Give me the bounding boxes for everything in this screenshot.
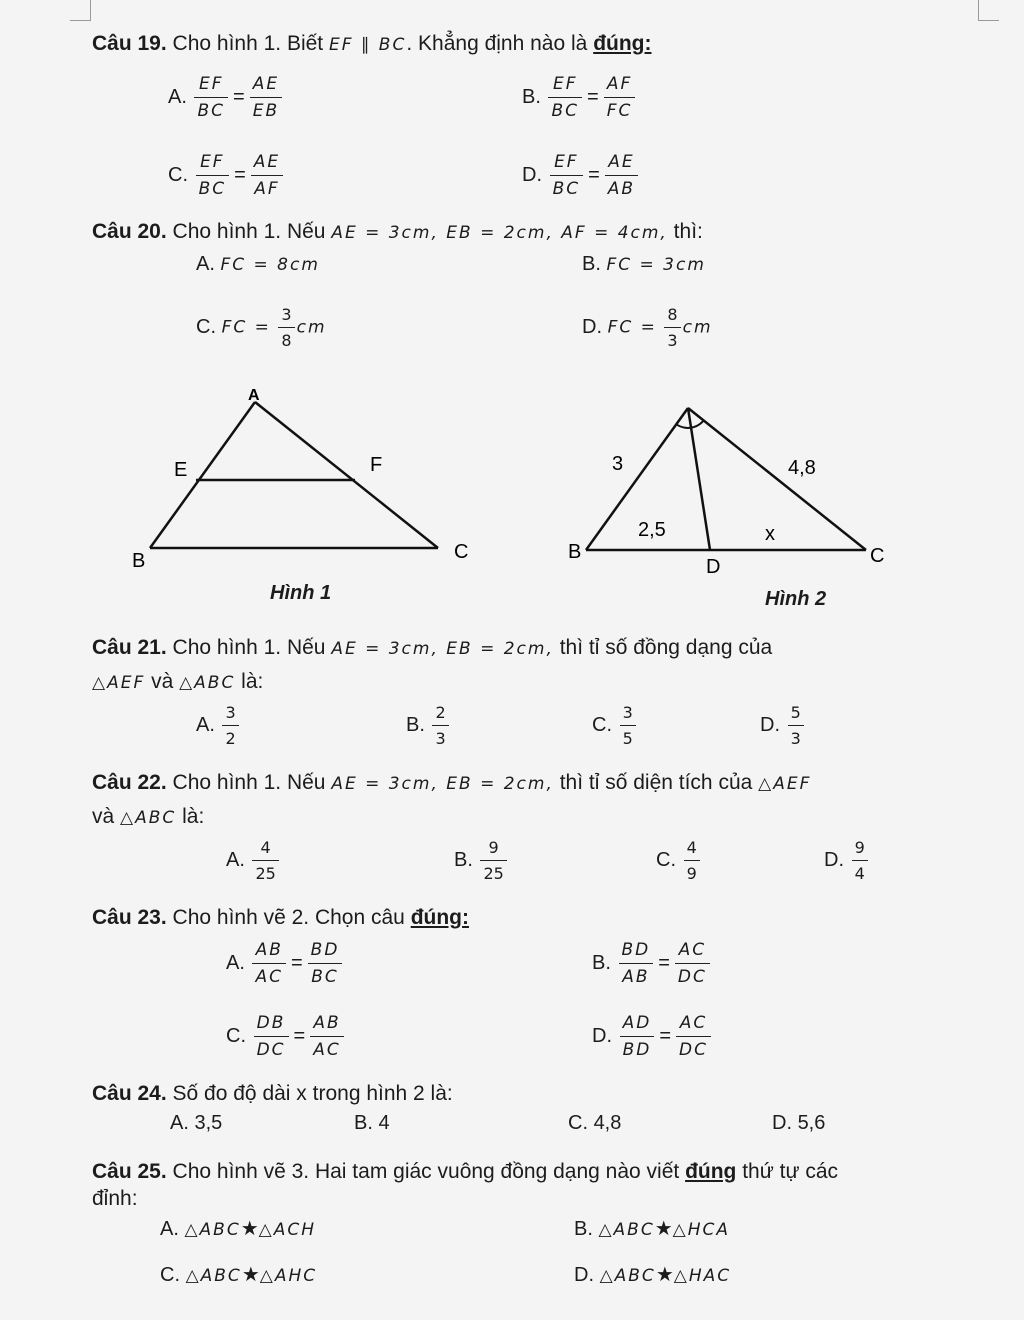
option-label: D. [592, 1025, 612, 1047]
triangle-right: △AHC [259, 1266, 318, 1286]
question-21-text: Cho hình 1. Nếu [166, 636, 332, 659]
fraction-numerator: 9 [854, 838, 865, 857]
fraction-numerator: AB [313, 1013, 341, 1033]
fig1-vertex-a: A [248, 387, 260, 404]
fig2-vertex-c: C [870, 545, 885, 567]
question-24-label: Câu 24. [92, 1082, 167, 1105]
fraction-denominator: 9 [684, 860, 700, 883]
q21-option-a[interactable] [196, 703, 241, 748]
fraction-denominator: AB [619, 963, 652, 987]
option-label: A. [196, 253, 215, 275]
fig1-vertex-f: F [370, 454, 383, 476]
q22-option-d[interactable] [824, 838, 870, 883]
option-value: 5,6 [797, 1112, 826, 1134]
q25-option-d[interactable] [574, 1262, 731, 1287]
question-20-tail: thì: [667, 220, 703, 243]
fraction-numerator: 3 [622, 703, 633, 722]
question-20-math: AE = 3cm, EB = 2cm, AF = 4cm, [331, 223, 668, 243]
figure-2 [560, 380, 900, 620]
question-25-stem [92, 1160, 838, 1184]
fraction-numerator: 4 [260, 838, 271, 857]
question-24-text: Số đo độ dài x trong hình 2 là: [166, 1082, 453, 1105]
option-label: D. [522, 164, 542, 186]
q25-option-c[interactable] [160, 1262, 317, 1287]
fraction-denominator: BC [308, 963, 342, 987]
question-22-stem [92, 771, 811, 795]
fraction-denominator: DC [675, 963, 710, 987]
triangle-left: △ABC [599, 1266, 656, 1286]
question-25-label: Câu 25. [92, 1160, 167, 1183]
question-19-label: Câu 19. [92, 32, 167, 55]
fig2-label-ab: 3 [612, 453, 624, 475]
fraction-denominator: BC [194, 97, 228, 121]
fraction-denominator: AB [605, 175, 638, 199]
q19-option-b[interactable]: B. $\frac{EF}{BC}$ = $\frac{AF}{FC}$ [522, 74, 637, 121]
fraction-denominator: AC [310, 1036, 344, 1060]
fraction-numerator: 9 [488, 838, 499, 857]
option-label: C. [592, 714, 612, 736]
question-22-triangle-1: △AEF [758, 774, 812, 794]
option-value: 4 [378, 1112, 390, 1134]
question-25-tail: thứ tự các [736, 1160, 839, 1183]
question-23-stem [92, 906, 469, 930]
option-label: C. [168, 164, 188, 186]
option-value: 4,8 [593, 1112, 622, 1134]
option-label: B. [522, 86, 541, 108]
question-25-text: Cho hình vẽ 3. Hai tam giác vuông đồng dạng nào viết [166, 1160, 686, 1183]
question-19-emphasis: đúng: [593, 32, 652, 55]
question-20-label: Câu 20. [92, 220, 167, 243]
q21-option-d[interactable] [760, 703, 806, 748]
option-label: A. [168, 86, 187, 108]
question-23-emphasis: đúng: [410, 906, 470, 929]
fraction-denominator: 3 [788, 725, 804, 748]
fig2-angle-mark-2 [694, 420, 704, 427]
fraction-denominator: 3 [664, 327, 680, 350]
option-label: A. [196, 714, 215, 736]
option-label: B. [592, 952, 611, 974]
fig1-side-ac [255, 402, 438, 548]
fig2-side-ab [586, 408, 688, 550]
question-22-text: Cho hình 1. Nếu [166, 771, 332, 794]
option-label: D. [824, 849, 844, 871]
question-21-tail: thì tỉ số đồng dạng của [553, 636, 773, 659]
option-label: D. [760, 714, 780, 736]
q21-option-b[interactable] [406, 703, 451, 748]
fraction-numerator: 5 [790, 703, 801, 722]
fraction-denominator: DC [254, 1036, 289, 1060]
fraction-denominator: 25 [480, 860, 506, 883]
fig2-label-ac: 4,8 [788, 457, 816, 479]
question-22-line2-tail: là: [176, 805, 205, 828]
fig2-vertex-b: B [568, 541, 582, 563]
question-21-stem [92, 636, 772, 660]
q25-option-a[interactable] [160, 1216, 316, 1241]
option-label: B. [354, 1112, 373, 1134]
q23-option-b[interactable]: B. $\frac{BD}{AB}$ = $\frac{AC}{DC}$ [592, 940, 712, 987]
fraction-numerator: EF [198, 74, 224, 94]
fraction-denominator: BD [620, 1036, 655, 1060]
option-value: FC = 8cm [220, 255, 320, 275]
fraction-numerator: DB [256, 1013, 286, 1033]
fraction-denominator: FC [604, 97, 636, 121]
fraction-numerator: AE [253, 152, 281, 172]
q23-option-c[interactable]: C. $\frac{DB}{DC}$ = $\frac{AB}{AC}$ [226, 1013, 346, 1060]
fraction-numerator: AD [622, 1013, 652, 1033]
fraction-denominator: BC [550, 175, 584, 199]
fraction-denominator: BC [196, 175, 230, 199]
q22-option-b[interactable] [454, 838, 509, 883]
fraction-numerator: BD [310, 940, 340, 960]
option-label: A. [160, 1218, 179, 1240]
question-22-math: AE = 3cm, EB = 2cm, [331, 774, 554, 794]
question-23-label: Câu 23. [92, 906, 167, 929]
fraction-numerator: 3 [281, 305, 292, 324]
star-icon: ★ [654, 1218, 673, 1240]
option-label: C. [656, 849, 676, 871]
q20-option-b[interactable] [582, 253, 706, 276]
fig2-bisector-ad [688, 408, 710, 550]
fraction-denominator: AF [251, 175, 282, 199]
fig1-vertex-c: C [454, 541, 469, 563]
fraction-numerator: 3 [225, 703, 236, 722]
option-value: FC = 3cm [606, 255, 706, 275]
fraction-numerator: AB [255, 940, 283, 960]
question-21-math: AE = 3cm, EB = 2cm, [331, 639, 554, 659]
triangle-right: △ACH [258, 1220, 317, 1240]
option-value: 3,5 [194, 1112, 223, 1134]
option-label: D. [574, 1264, 594, 1286]
question-22-connector: và [92, 805, 121, 828]
fraction-denominator: BC [548, 97, 582, 121]
fraction-denominator: 4 [852, 860, 868, 883]
figure-1-caption: Hình 1 [270, 582, 332, 604]
question-19-text: Cho hình 1. Biết [166, 32, 329, 55]
option-label: B. [406, 714, 425, 736]
question-21-triangle-1: △AEF [92, 673, 146, 693]
q19-option-d[interactable]: D. $\frac{EF}{BC}$ = $\frac{AE}{AB}$ [522, 152, 640, 199]
question-19-stem [92, 32, 652, 56]
q21-option-c[interactable] [592, 703, 638, 748]
q20-option-d[interactable] [582, 305, 713, 350]
q24-option-c[interactable] [568, 1112, 621, 1135]
question-22-triangle-2: △ABC [120, 808, 177, 828]
page-corner-mark [70, 0, 91, 21]
option-label: D. [582, 316, 602, 338]
fig2-label-dc: x [765, 523, 775, 545]
option-label: C. [196, 316, 216, 338]
page-corner-mark [978, 0, 999, 21]
option-label: D. [772, 1112, 792, 1134]
q24-option-d[interactable] [772, 1112, 825, 1135]
fraction-numerator: 2 [435, 703, 446, 722]
question-20-text: Cho hình 1. Nếu [166, 220, 332, 243]
fraction-numerator: AC [679, 1013, 708, 1033]
fraction-numerator: EF [552, 74, 578, 94]
option-label: A. [226, 849, 245, 871]
option-label: A. [226, 952, 245, 974]
q23-option-a[interactable]: A. $\frac{AB}{AC}$ = $\frac{BD}{BC}$ [226, 940, 344, 987]
star-icon: ★ [241, 1264, 260, 1286]
option-unit: cm [682, 317, 713, 338]
fraction-numerator: AC [678, 940, 707, 960]
q19-option-c[interactable]: C. $\frac{EF}{BC}$ = $\frac{AE}{AF}$ [168, 152, 285, 199]
option-label: C. [226, 1025, 246, 1047]
figure-2-caption: Hình 2 [765, 588, 827, 610]
q25-option-b[interactable] [574, 1216, 730, 1241]
fig2-label-bd: 2,5 [638, 519, 666, 541]
question-21-triangle-2: △ABC [179, 673, 236, 693]
question-19-math: EF ∥ BC [328, 35, 407, 55]
fig1-vertex-b: B [132, 550, 146, 572]
triangle-left: △ABC [185, 1266, 242, 1286]
q24-option-b[interactable] [354, 1112, 390, 1135]
fraction-numerator: 8 [667, 305, 678, 324]
question-22-stem-line2 [92, 805, 204, 829]
triangle-left: △ABC [598, 1220, 655, 1240]
fraction-numerator: AE [252, 74, 280, 94]
option-label: C. [160, 1264, 180, 1286]
fraction-numerator: AF [606, 74, 633, 94]
fraction-numerator: EF [200, 152, 225, 172]
option-label: B. [574, 1218, 593, 1240]
q20-option-a[interactable] [196, 253, 320, 276]
fraction-denominator: EB [250, 97, 282, 121]
option-prefix: FC = [221, 317, 271, 338]
q22-option-c[interactable] [656, 838, 702, 883]
question-24-stem [92, 1082, 453, 1106]
q22-option-a[interactable] [226, 838, 281, 883]
fraction-denominator: DC [676, 1036, 711, 1060]
question-19-text-b: . Khẳng định nào là [406, 32, 594, 55]
fraction-denominator: AC [252, 963, 286, 987]
option-prefix: FC = [607, 317, 657, 338]
question-22-tail: thì tỉ số diện tích của [553, 771, 759, 794]
option-label: B. [454, 849, 473, 871]
question-22-label: Câu 22. [92, 771, 167, 794]
fraction-numerator: 4 [686, 838, 697, 857]
question-21-label: Câu 21. [92, 636, 167, 659]
question-21-connector: và [145, 670, 180, 693]
fig1-side-ab [150, 402, 255, 548]
fig2-vertex-d: D [706, 556, 721, 578]
fraction-numerator: BD [621, 940, 651, 960]
q20-option-c[interactable] [196, 305, 327, 350]
option-unit: cm [296, 317, 327, 338]
triangle-right: △HAC [673, 1266, 732, 1286]
star-icon: ★ [655, 1264, 674, 1286]
triangle-right: △HCA [672, 1220, 731, 1240]
option-label: A. [170, 1112, 189, 1134]
fig1-vertex-e: E [174, 459, 188, 481]
q19-option-a[interactable]: A. $\frac{EF}{BC}$ = $\frac{AE}{EB}$ [168, 74, 284, 121]
option-label: C. [568, 1112, 588, 1134]
question-25-stem-line2: đỉnh: [92, 1187, 138, 1210]
fraction-denominator: 5 [620, 725, 636, 748]
question-25-emphasis: đúng [685, 1160, 737, 1183]
fig2-side-ac [688, 408, 866, 550]
fraction-denominator: 8 [278, 327, 294, 350]
triangle-left: △ABC [184, 1220, 241, 1240]
option-label: B. [582, 253, 601, 275]
fraction-numerator: AE [608, 152, 635, 172]
q24-option-a[interactable] [170, 1112, 222, 1135]
question-21-line2-tail: là: [235, 670, 264, 693]
fraction-denominator: 2 [222, 725, 238, 748]
fraction-denominator: 3 [432, 725, 448, 748]
question-23-text: Cho hình vẽ 2. Chọn câu [166, 906, 411, 929]
q23-option-d[interactable]: D. $\frac{AD}{BD}$ = $\frac{AC}{DC}$ [592, 1013, 713, 1060]
fraction-numerator: EF [554, 152, 579, 172]
question-21-stem-line2 [92, 670, 263, 694]
fraction-denominator: 25 [252, 860, 278, 883]
question-20-stem [92, 220, 703, 244]
star-icon: ★ [240, 1218, 259, 1240]
